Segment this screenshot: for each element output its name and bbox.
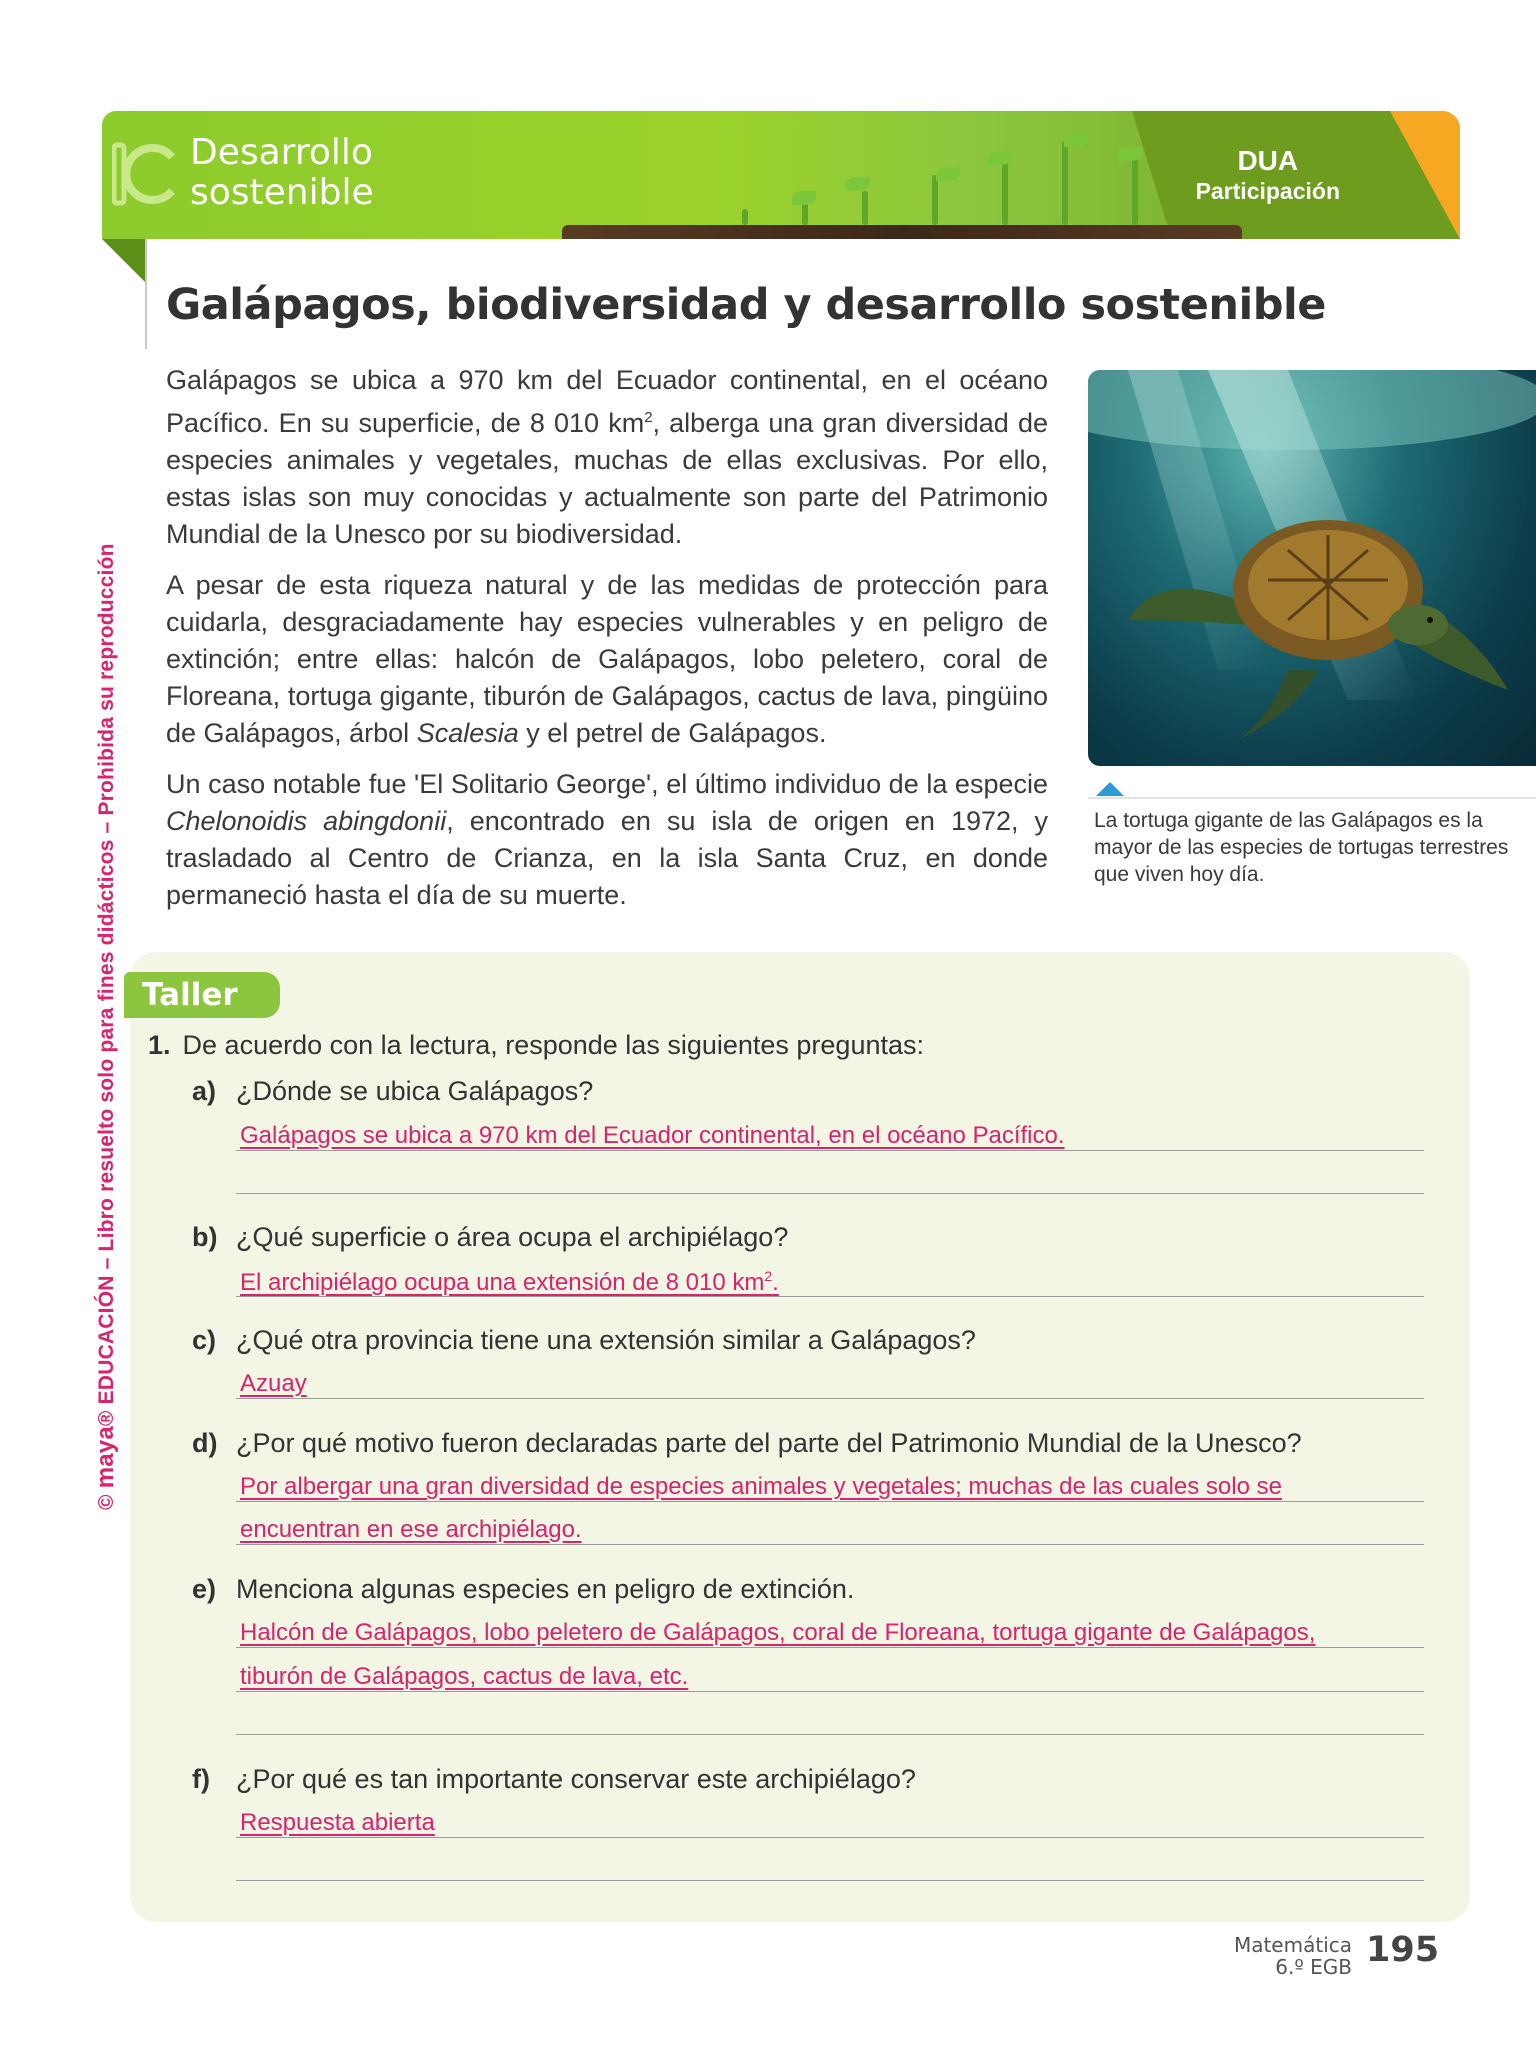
image-caption: La tortuga gigante de las Galápagos es la mayor de las especies de tortugas terrestres que viven hoy día. [1094, 809, 1509, 886]
sea-turtle-photo [1088, 370, 1536, 766]
paragraph-3: Un caso notable fue 'El Solitario George', el último individuo de la especie Chelonoidis abingdonii, encontrado en su isla de origen en 1972, y trasladado al Centro de Crianza, en la isla Santa Cruz, en donde permaneció hasta el día de su muerte. [166, 769, 1048, 910]
article-body [166, 362, 1048, 928]
answer-line [236, 1691, 1424, 1692]
answer-line [236, 1647, 1424, 1648]
answer-line[interactable] [236, 1880, 1424, 1881]
page-number: 195 [1366, 1930, 1440, 1970]
answer-line [236, 1837, 1424, 1838]
question-c: c) ¿Qué otra provincia tiene una extensión similar a Galápagos? [192, 1325, 976, 1355]
page-title: Galápagos, biodiversidad y desarrollo sostenible [166, 280, 1326, 330]
dua-subtitle: Participación [1195, 178, 1340, 204]
answer-line [236, 1150, 1424, 1151]
answer-f-line-1[interactable]: Respuesta abierta [240, 1809, 435, 1836]
banner-fold [102, 239, 146, 283]
answer-b-line-1[interactable]: El archipiélago ocupa una extensión de 8 010 $km^2$. [240, 1268, 779, 1296]
question-a: a) ¿Dónde se ubica Galápagos? [192, 1076, 594, 1106]
side-note-text: EDUCACIÓN – Libro resuelto solo para fines didácticos – Prohibida su reproducción [95, 543, 118, 1405]
question-b: b) ¿Qué superficie o área ocupa el archipiélago? [192, 1222, 789, 1252]
answer-a-line-1[interactable]: Galápagos se ubica a 970 km del Ecuador continental, en el océano Pacífico. [240, 1122, 1065, 1149]
question-d: d) ¿Por qué motivo fueron declaradas parte del parte del Patrimonio Mundial de la Unesco? [192, 1428, 1302, 1458]
question-f: f) ¿Por qué es tan importante conservar este archipiélago? [192, 1764, 916, 1794]
paragraph-2: A pesar de esta riqueza natural y de las medidas de protección para cuidarla, desgraciadamente hay especies vulnerables y en peligro de extinción; entre ellas: halcón de Galápagos, lobo peletero, coral de Floreana, tortuga gigante, tiburón de Galápagos, cactus de lava, pingüino de Galápagos, árbol Scalesia y el petrel de Galápagos. [166, 570, 1048, 748]
answer-line [236, 1501, 1424, 1502]
answer-d-line-1[interactable]: Por albergar una gran diversidad de especies animales y vegetales; muchas de las cuales solo se [240, 1473, 1282, 1500]
answer-line [236, 1398, 1424, 1399]
answer-c-line-1[interactable]: Azuay [240, 1370, 307, 1397]
answer-d-line-2[interactable]: encuentran en ese archipiélago. [240, 1516, 582, 1543]
title-divider [145, 239, 147, 349]
dua-badge [1196, 145, 1340, 205]
section-banner [102, 111, 1460, 239]
copyright-side-note: © maya® EDUCACIÓN – Libro resuelto solo para fines didácticos – Prohibida su reproducción [92, 543, 119, 1510]
question-1: 1. De acuerdo con la lectura, responde las siguientes preguntas: [148, 1030, 924, 1060]
soil-strip [562, 225, 1242, 239]
answer-e-line-1[interactable]: Halcón de Galápagos, lobo peletero de Galápagos, coral de Floreana, tortuga gigante de Galápagos, [240, 1619, 1316, 1646]
section-title: Desarrollo sostenible [190, 132, 374, 213]
sea-turtle-icon [1088, 370, 1536, 766]
paragraph-1: Galápagos se ubica a 970 km del Ecuador continental, en el océano Pacífico. En su superficie, de 8 010 $km^2$, alberga una gran diversidad de especies animales y vegetales, muchas de ellas exclusivas. Por ello, estas islas son muy conocidas y actualmente son parte del Patrimonio Mundial de la Unesco por su biodiversidad. [166, 365, 1048, 549]
question-e: e) Menciona algunas especies en peligro de extinción. [192, 1574, 855, 1604]
answer-line[interactable] [236, 1734, 1424, 1735]
caption-divider [1088, 797, 1536, 799]
dua-title: DUA [1237, 145, 1299, 176]
taller-tab: Taller [124, 972, 280, 1018]
answer-line [236, 1544, 1424, 1545]
brand-logo: maya [92, 1426, 119, 1489]
ic-logo-icon [112, 139, 178, 209]
footer-subject: Matemática 6.º EGB [1233, 1933, 1352, 1979]
answer-e-line-2[interactable]: tiburón de Galápagos, cactus de lava, etc. [240, 1663, 689, 1690]
answer-line[interactable] [236, 1193, 1424, 1194]
caption-pointer-icon [1096, 782, 1124, 796]
answer-line [236, 1296, 1424, 1297]
